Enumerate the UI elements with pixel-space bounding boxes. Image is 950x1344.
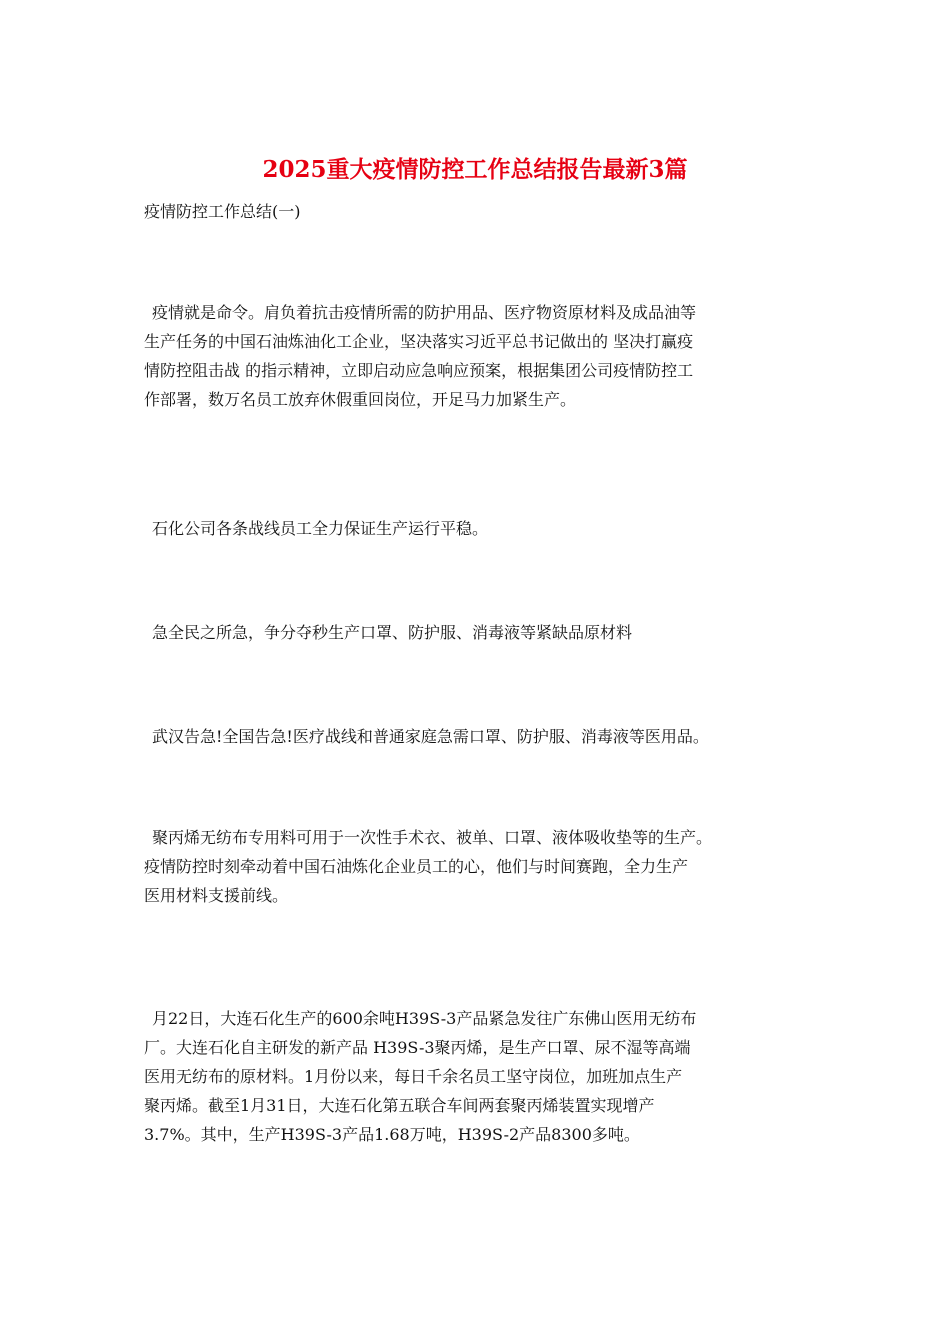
paragraph-line: 石化公司各条战线员工全力保证生产运行平稳。 [152,519,489,538]
document-title: 2025重大疫情防控工作总结报告最新3篇 [262,156,688,183]
paragraph-line: 生产任务的中国石油炼油化工企业，坚决落实习近平总书记做出的 坚决打赢疫 [144,332,694,351]
paragraph-line: 医用无纺布的原材料。1月份以来，每日千余名员工坚守岗位，加班加点生产 [144,1067,683,1086]
paragraph-line: 聚丙烯。截至1月31日，大连石化第五联合车间两套聚丙烯装置实现增产 [144,1096,655,1115]
paragraph-line: 月22日，大连石化生产的600余吨H39S-3产品紧急发往广东佛山医用无纺布 [152,1009,697,1028]
paragraph-line: 疫情防控时刻牵动着中国石油炼化企业员工的心，他们与时间赛跑，全力生产 [144,857,689,876]
paragraph-6 [144,1004,824,1149]
paragraph-line: 厂。大连石化自主研发的新产品 H39S-3聚丙烯，是生产口罩、尿不湿等高端 [144,1038,691,1057]
paragraph-line: 医用材料支援前线。 [144,886,289,905]
paragraph-line: 急全民之所急，争分夺秒生产口罩、防护服、消毒液等紧缺品原材料 [152,623,633,642]
section-subtitle: 疫情防控工作总结(一) [144,202,301,221]
paragraph-5 [144,823,824,910]
paragraph-line: 聚丙烯无纺布专用料可用于一次性手术衣、被单、口罩、液体吸收垫等的生产。 [152,828,713,847]
paragraph-line: 作部署，数万名员工放弃休假重回岗位，开足马力加紧生产。 [144,390,577,409]
paragraph-line: 情防控阻击战 的指示精神，立即启动应急响应预案，根据集团公司疫情防控工 [144,361,694,380]
paragraph-line: 3.7%。其中，生产H39S-3产品1.68万吨，H39S-2产品8300多吨。 [144,1125,640,1144]
paragraph-1 [144,298,824,414]
paragraph-line: 武汉告急!全国告急!医疗战线和普通家庭急需口罩、防护服、消毒液等医用品。 [152,727,709,746]
paragraph-3 [144,618,824,647]
paragraph-4 [144,722,824,751]
paragraph-line: 疫情就是命令。肩负着抗击疫情所需的防护用品、医疗物资原材料及成品油等 [152,303,697,322]
paragraph-2 [144,514,824,543]
